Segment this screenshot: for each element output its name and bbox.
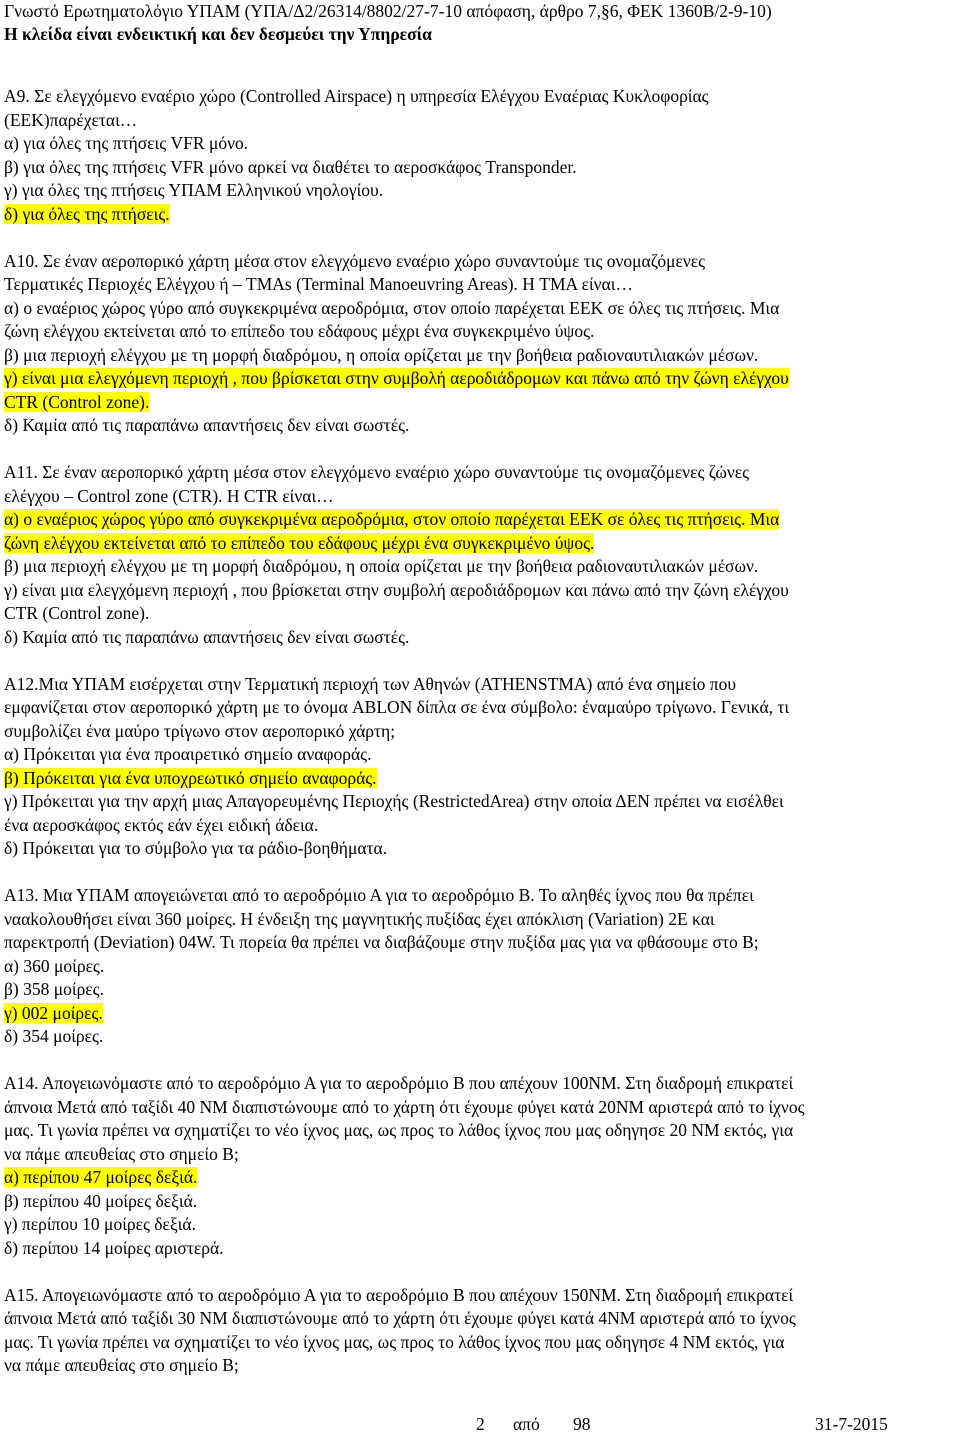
question-line	[4, 414, 958, 438]
line-text: παρεκτροπή (Deviation) 04W. Τι πορεία θα πρέπει να διαβάζουμε στην πυξίδα μας για να φθάσουμε στο Β;	[4, 932, 759, 952]
question-line	[4, 344, 958, 368]
question-line	[4, 508, 958, 532]
line-text: δ) Καμία από τις παραπάνω απαντήσεις δεν είναι σωστές.	[4, 415, 410, 435]
line-text: δ) Καμία από τις παραπάνω απαντήσεις δεν είναι σωστές.	[4, 626, 410, 647]
line-text: γ) περίπου 10 μοίρες δεξιά.	[4, 1214, 196, 1234]
question-line	[4, 532, 958, 556]
line-text: (ΕΕΚ)παρέχεται…	[4, 109, 138, 130]
line-text: ελέγχου – Control zone (CTR). Η CTR είναι…	[4, 485, 334, 506]
line-text: Α14. Απογειωνόμαστε από το αεροδρόμιο Α για το αεροδρόμιο Β που απέχουν 100ΝΜ. Στη διαδρομή επικρατεί	[4, 1073, 794, 1093]
line-text: να πάμε απευθείας στο σημείο Β;	[4, 1143, 239, 1164]
line-text: α) ο εναέριος χώρος γύρο από συγκεκριμένα αεροδρόμια, στον οποίο παρέχεται ΕΕΚ σε όλες τις πτήσεις. Μια	[4, 297, 780, 318]
question-line	[4, 1237, 958, 1261]
question-line	[4, 696, 958, 720]
question-text	[4, 1284, 958, 1308]
highlighted-answer-text: γ) είναι μια ελεγχόμενη περιοχή , που βρίσκεται στην συμβολή αεροδιάδρομων και πάνω από την ζώνη ελέγχου	[4, 368, 789, 388]
header-title: Γνωστό Ερωτηματολόγιο ΥΠΑΜ (ΥΠΑ/Δ2/26314/8802/27-7-10 απόφαση, άρθρο 7,§6, ΦΕΚ 1360Β/2-9-10)	[4, 1, 772, 21]
line-text: νααkoλουθήσει είναι 360 μοίρες. Η ένδειξη της μαγνητικής πυξίδας έχει απόκλιση (Variation) 2E και	[4, 908, 715, 929]
line-text: άπνοια Μετά από ταξίδι 30 ΝΜ διαπιστώνουμε από το χάρτη ότι έχουμε φύγει κατά 4ΝΜ αριστερά από το ίχνος	[4, 1308, 796, 1328]
question-line	[4, 1143, 958, 1167]
highlighted-answer-text: CTR (Control zone).	[4, 391, 150, 412]
line-text: συμβολίζει ένα μαύρο τρίγωνο στον αεροπορικό χάρτη;	[4, 720, 396, 741]
highlighted-answer-text: δ) για όλες της πτήσεις.	[4, 203, 170, 224]
question-line	[4, 1307, 958, 1331]
question-line	[4, 203, 958, 227]
total-pages: 98	[573, 1414, 591, 1434]
line-text: β) 358 μοίρες.	[4, 979, 104, 999]
line-text: δ) Πρόκειται για το σύμβολο για τα ράδιο-βοηθήματα.	[4, 838, 388, 858]
line-text: Α15. Απογειωνόμαστε από το αεροδρόμιο Α για το αεροδρόμιο Β που απέχουν 150ΝΜ. Στη διαδρομή επικρατεί	[4, 1284, 794, 1305]
question-line	[4, 1025, 958, 1049]
line-text: Α13. Μια ΥΠΑΜ απογειώνεται από το αεροδρόμιο Α για το αεροδρόμιο Β. Το αληθές ίχνος που θα πρέπει	[4, 885, 754, 905]
question-block	[4, 1072, 958, 1260]
question-line	[4, 132, 958, 156]
line-text: γ) για όλες της πτήσεις ΥΠΑΜ Ελληνικού νηολογίου.	[4, 180, 384, 200]
question-line	[4, 908, 958, 932]
question-line	[4, 320, 958, 344]
page-number: 2	[476, 1414, 485, 1434]
question-block	[4, 250, 958, 438]
page-of-label: από	[513, 1414, 540, 1434]
questions-list	[4, 85, 958, 1401]
highlighted-answer-text: ζώνη ελέγχου εκτείνεται από το επίπεδο του εδάφους μέχρι ένα συγκεκριμένο ύψος.	[4, 532, 595, 553]
line-text: β) περίπου 40 μοίρες δεξιά.	[4, 1190, 198, 1211]
line-text: μας. Τι γωνία πρέπει να σχηματίζει το νέο ίχνος μας, ως προς το λάθος ίχνος που μας οδηγησε 20 ΝΜ εκτός, για	[4, 1120, 794, 1140]
question-block	[4, 884, 958, 1049]
question-line	[4, 1166, 958, 1190]
question-line	[4, 391, 958, 415]
header-disclaimer: Η κλείδα είναι ενδεικτική και δεν δεσμεύει την Υπηρεσία	[4, 24, 432, 44]
line-text: γ) Πρόκειται για την αρχή μιας Απαγορευμένης Περιοχής (RestrictedArea) στην οποία ΔΕΝ πρέπει να εισέλθει	[4, 791, 784, 811]
line-text: εμφανίζεται στον αεροπορικό χάρτη με το όνομα ABLON δίπλα σε ένα σύμβολο: έναμαύρο τρίγωνο. Γενικά, τι	[4, 697, 790, 717]
line-text: άπνοια Μετά από ταξίδι 40 ΝΜ διαπιστώνουμε από το χάρτη ότι έχουμε φύγει κατά 20ΝΜ αριστερά από το ίχνος	[4, 1096, 805, 1117]
line-text: β) μια περιοχή ελέγχου με τη μορφή διαδρόμου, η οποία ορίζεται με την βοήθεια ραδιοναυτιλιακών μέσων.	[4, 556, 759, 576]
line-text: Α9. Σε ελεγχόμενο εναέριο χώρο (Controlled Airspace) η υπηρεσία Ελέγχου Εναέριας Κυκλοφορίας	[4, 86, 709, 106]
line-text: β) για όλες της πτήσεις VFR μόνο αρκεί να διαθέτει το αεροσκάφος Transponder.	[4, 156, 577, 177]
question-text	[4, 250, 958, 274]
question-line	[4, 931, 958, 955]
question-text	[4, 884, 958, 908]
question-line	[4, 955, 958, 979]
question-line	[4, 1002, 958, 1026]
question-text	[4, 673, 958, 697]
question-block	[4, 85, 958, 226]
question-line	[4, 837, 958, 861]
question-text	[4, 85, 958, 109]
footer-date: 31-7-2015	[815, 1414, 888, 1434]
question-line	[4, 485, 958, 509]
line-text: Α11. Σε έναν αεροπορικό χάρτη μέσα στον ελεγχόμενο εναέριο χώρο συναντούμε τις ονομαζόμενες ζώνες	[4, 462, 750, 482]
question-block	[4, 461, 958, 649]
question-line	[4, 743, 958, 767]
question-line	[4, 978, 958, 1002]
line-text: γ) είναι μια ελεγχόμενη περιοχή , που βρίσκεται στην συμβολή αεροδιάδρομων και πάνω από την ζώνη ελέγχου	[4, 579, 789, 600]
highlighted-answer-text: β) Πρόκειται για ένα υποχρεωτικό σημείο αναφοράς.	[4, 767, 377, 788]
line-text: δ) περίπου 14 μοίρες αριστερά.	[4, 1237, 224, 1258]
question-line	[4, 555, 958, 579]
highlighted-answer-text: γ) 002 μοίρες.	[4, 1002, 103, 1023]
line-text: Τερματικές Περιοχές Ελέγχου ή – TMAs (Terminal Manoeuvring Areas). Η TMA είναι…	[4, 274, 633, 294]
question-line	[4, 297, 958, 321]
question-line	[4, 367, 958, 391]
question-line	[4, 720, 958, 744]
line-text: Α12.Μια ΥΠΑΜ εισέρχεται στην Τερματική περιοχή των Αθηνών (ATHENSTMA) από ένα σημείο που	[4, 673, 737, 694]
line-text: β) μια περιοχή ελέγχου με τη μορφή διαδρόμου, η οποία ορίζεται με την βοήθεια ραδιοναυτιλιακών μέσων.	[4, 344, 759, 365]
question-line	[4, 767, 958, 791]
highlighted-answer-text: α) ο εναέριος χώρος γύρο από συγκεκριμένα αεροδρόμια, στον οποίο παρέχεται ΕΕΚ σε όλες τις πτήσεις. Μια	[4, 509, 780, 529]
question-line	[4, 1213, 958, 1237]
question-line	[4, 273, 958, 297]
line-text: CTR (Control zone).	[4, 603, 150, 623]
question-line	[4, 814, 958, 838]
line-text: α) Πρόκειται για ένα προαιρετικό σημείο αναφοράς.	[4, 744, 372, 764]
highlighted-answer-text: α) περίπου 47 μοίρες δεξιά.	[4, 1167, 198, 1187]
line-text: α) 360 μοίρες.	[4, 955, 105, 976]
line-text: ένα αεροσκάφος εκτός εάν έχει ειδική άδεια.	[4, 814, 319, 835]
page-header	[4, 0, 772, 46]
question-line	[4, 602, 958, 626]
question-line	[4, 1331, 958, 1355]
question-line	[4, 1119, 958, 1143]
question-block	[4, 1284, 958, 1378]
line-text: α) για όλες της πτήσεις VFR μόνο.	[4, 133, 249, 153]
question-text	[4, 1072, 958, 1096]
question-line	[4, 1096, 958, 1120]
question-line	[4, 156, 958, 180]
question-line	[4, 626, 958, 650]
question-text	[4, 461, 958, 485]
line-text: Α10. Σε έναν αεροπορικό χάρτη μέσα στον ελεγχόμενο εναέριο χώρο συναντούμε τις ονομαζόμενες	[4, 250, 706, 271]
question-line	[4, 1354, 958, 1378]
line-text: μας. Τι γωνία πρέπει να σχηματίζει το νέο ίχνος μας, ως προς το λάθος ίχνος που μας οδηγησε 4 ΝΜ εκτός, για	[4, 1331, 785, 1352]
page-footer	[0, 1412, 960, 1436]
question-line	[4, 109, 958, 133]
question-line	[4, 179, 958, 203]
line-text: δ) 354 μοίρες.	[4, 1026, 104, 1046]
question-line	[4, 579, 958, 603]
question-block	[4, 673, 958, 861]
question-line	[4, 790, 958, 814]
question-line	[4, 1190, 958, 1214]
line-text: ζώνη ελέγχου εκτείνεται από το επίπεδο του εδάφους μέχρι ένα συγκεκριμένο ύψος.	[4, 321, 595, 341]
line-text: να πάμε απευθείας στο σημείο Β;	[4, 1355, 239, 1375]
